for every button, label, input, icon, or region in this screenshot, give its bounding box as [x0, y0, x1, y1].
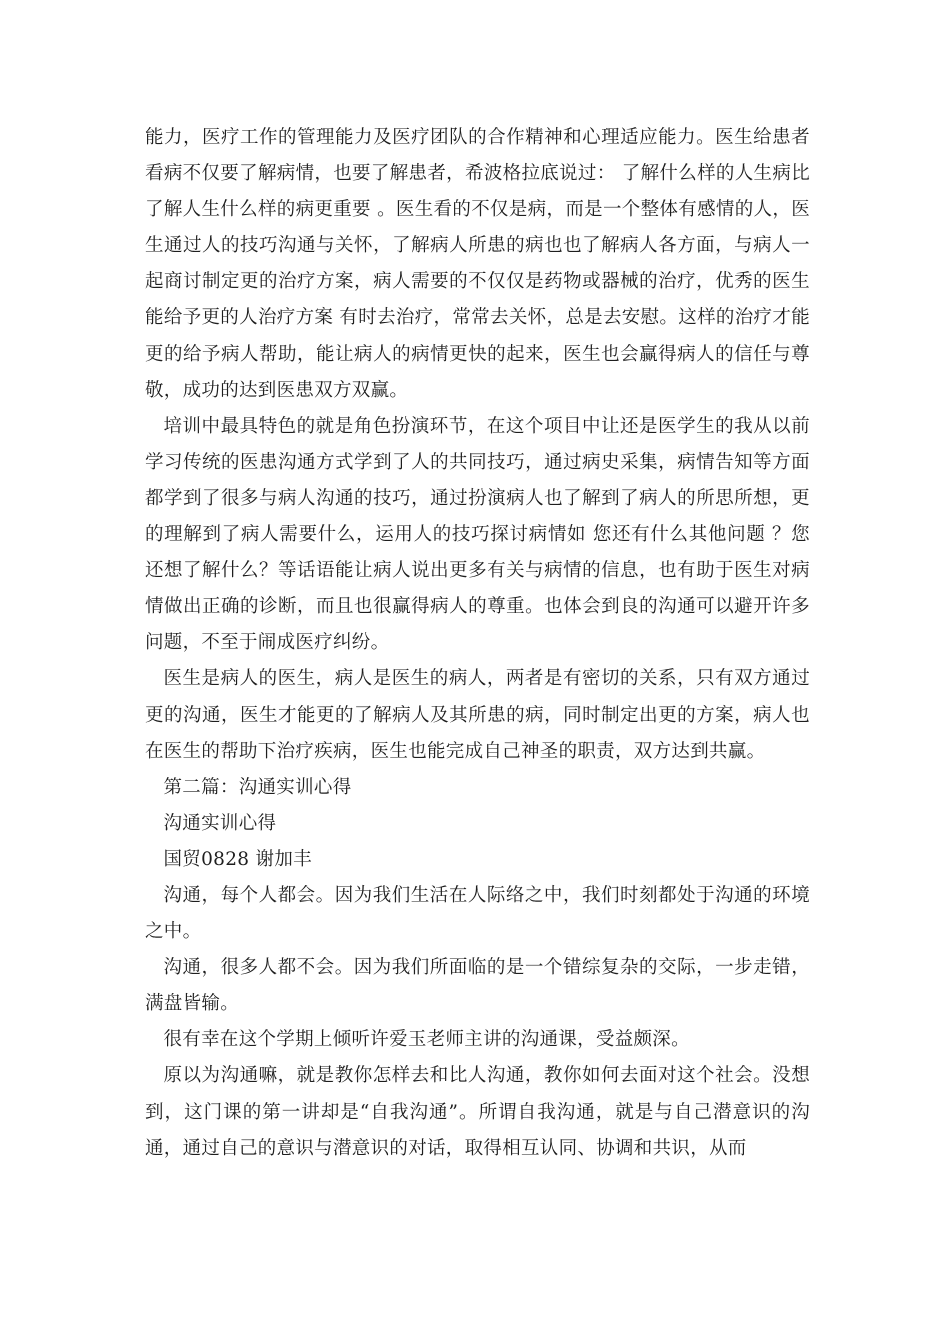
paragraph: 很有幸在这个学期上倾听许爱玉老师主讲的沟通课，受益颇深。 [163, 1029, 690, 1051]
paragraph: 沟通，每个人都会。因为我们生活在人际络之中，我们时刻都处于沟通的环境之中。 [145, 884, 810, 943]
document-body [145, 120, 810, 1167]
section-heading: 第二篇：沟通实训心得 [163, 776, 352, 798]
paragraph: 医生是病人的医生，病人是医生的病人，两者是有密切的关系，只有双方通过更的沟通，医生才能更的了解病人及其所患的病，同时制定出更的方案，病人也在医生的帮助下治疗疾病，医生也能完成自己神圣的职责，双方达到共赢。 [145, 668, 810, 762]
paragraph: 沟通，很多人都不会。因为我们所面临的是一个错综复杂的交际，一步走错，满盘皆输。 [145, 957, 810, 1015]
author-line: 国贸0828 谢加丰 [163, 848, 312, 870]
paragraph: 原以为沟通嘛，就是教你怎样去和比人沟通，教你如何去面对这个社会。没想到，这门课的第一讲却是“自我沟通”。所谓自我沟通，就是与自己潜意识的沟通，通过自己的意识与潜意识的对话，取得相互认同、协调和共识，从而 [145, 1065, 810, 1159]
article-title: 沟通实训心得 [163, 812, 277, 834]
paragraph: 培训中最具特色的就是角色扮演环节，在这个项目中让还是医学生的我从以前学习传统的医患沟通方式学到了人的共同技巧，通过病史采集，病情告知等方面都学到了很多与病人沟通的技巧，通过扮演病人也了解到了病人的所思所想，更的理解到了病人需要什么，运用人的技巧探讨病情如 您还有什么其他问题 ？您还想了解什么？等话语能让病人说出更多有关与病情的信息，也有助于医生对病情做出正确的诊断，而且也很赢得病人的尊重。也体会到良的沟通可以避开许多问题，不至于闹成医疗纠纷。 [145, 415, 810, 654]
paragraph: 能力，医疗工作的管理能力及医疗团队的合作精神和心理适应能力。医生给患者看病不仅要了解病情，也要了解患者，希波格拉底说过： 了解什么样的人生病比了解人生什么样的病更重要 。医生看的不仅是病，而是一个整体有感情的人，医生通过人的技巧沟通与关怀，了解病人所患的病也也了解病人各方面，与病人一起商讨制定更的治疗方案，病人需要的不仅仅是药物或器械的治疗，优秀的医生能给予更的人治疗方案 有时去治疗，常常去关怀，总是去安慰。这样的治疗才能更的给予病人帮助，能让病人的病情更快的起来，医生也会赢得病人的信任与尊敬，成功的达到医患双方双赢。 [145, 127, 810, 401]
